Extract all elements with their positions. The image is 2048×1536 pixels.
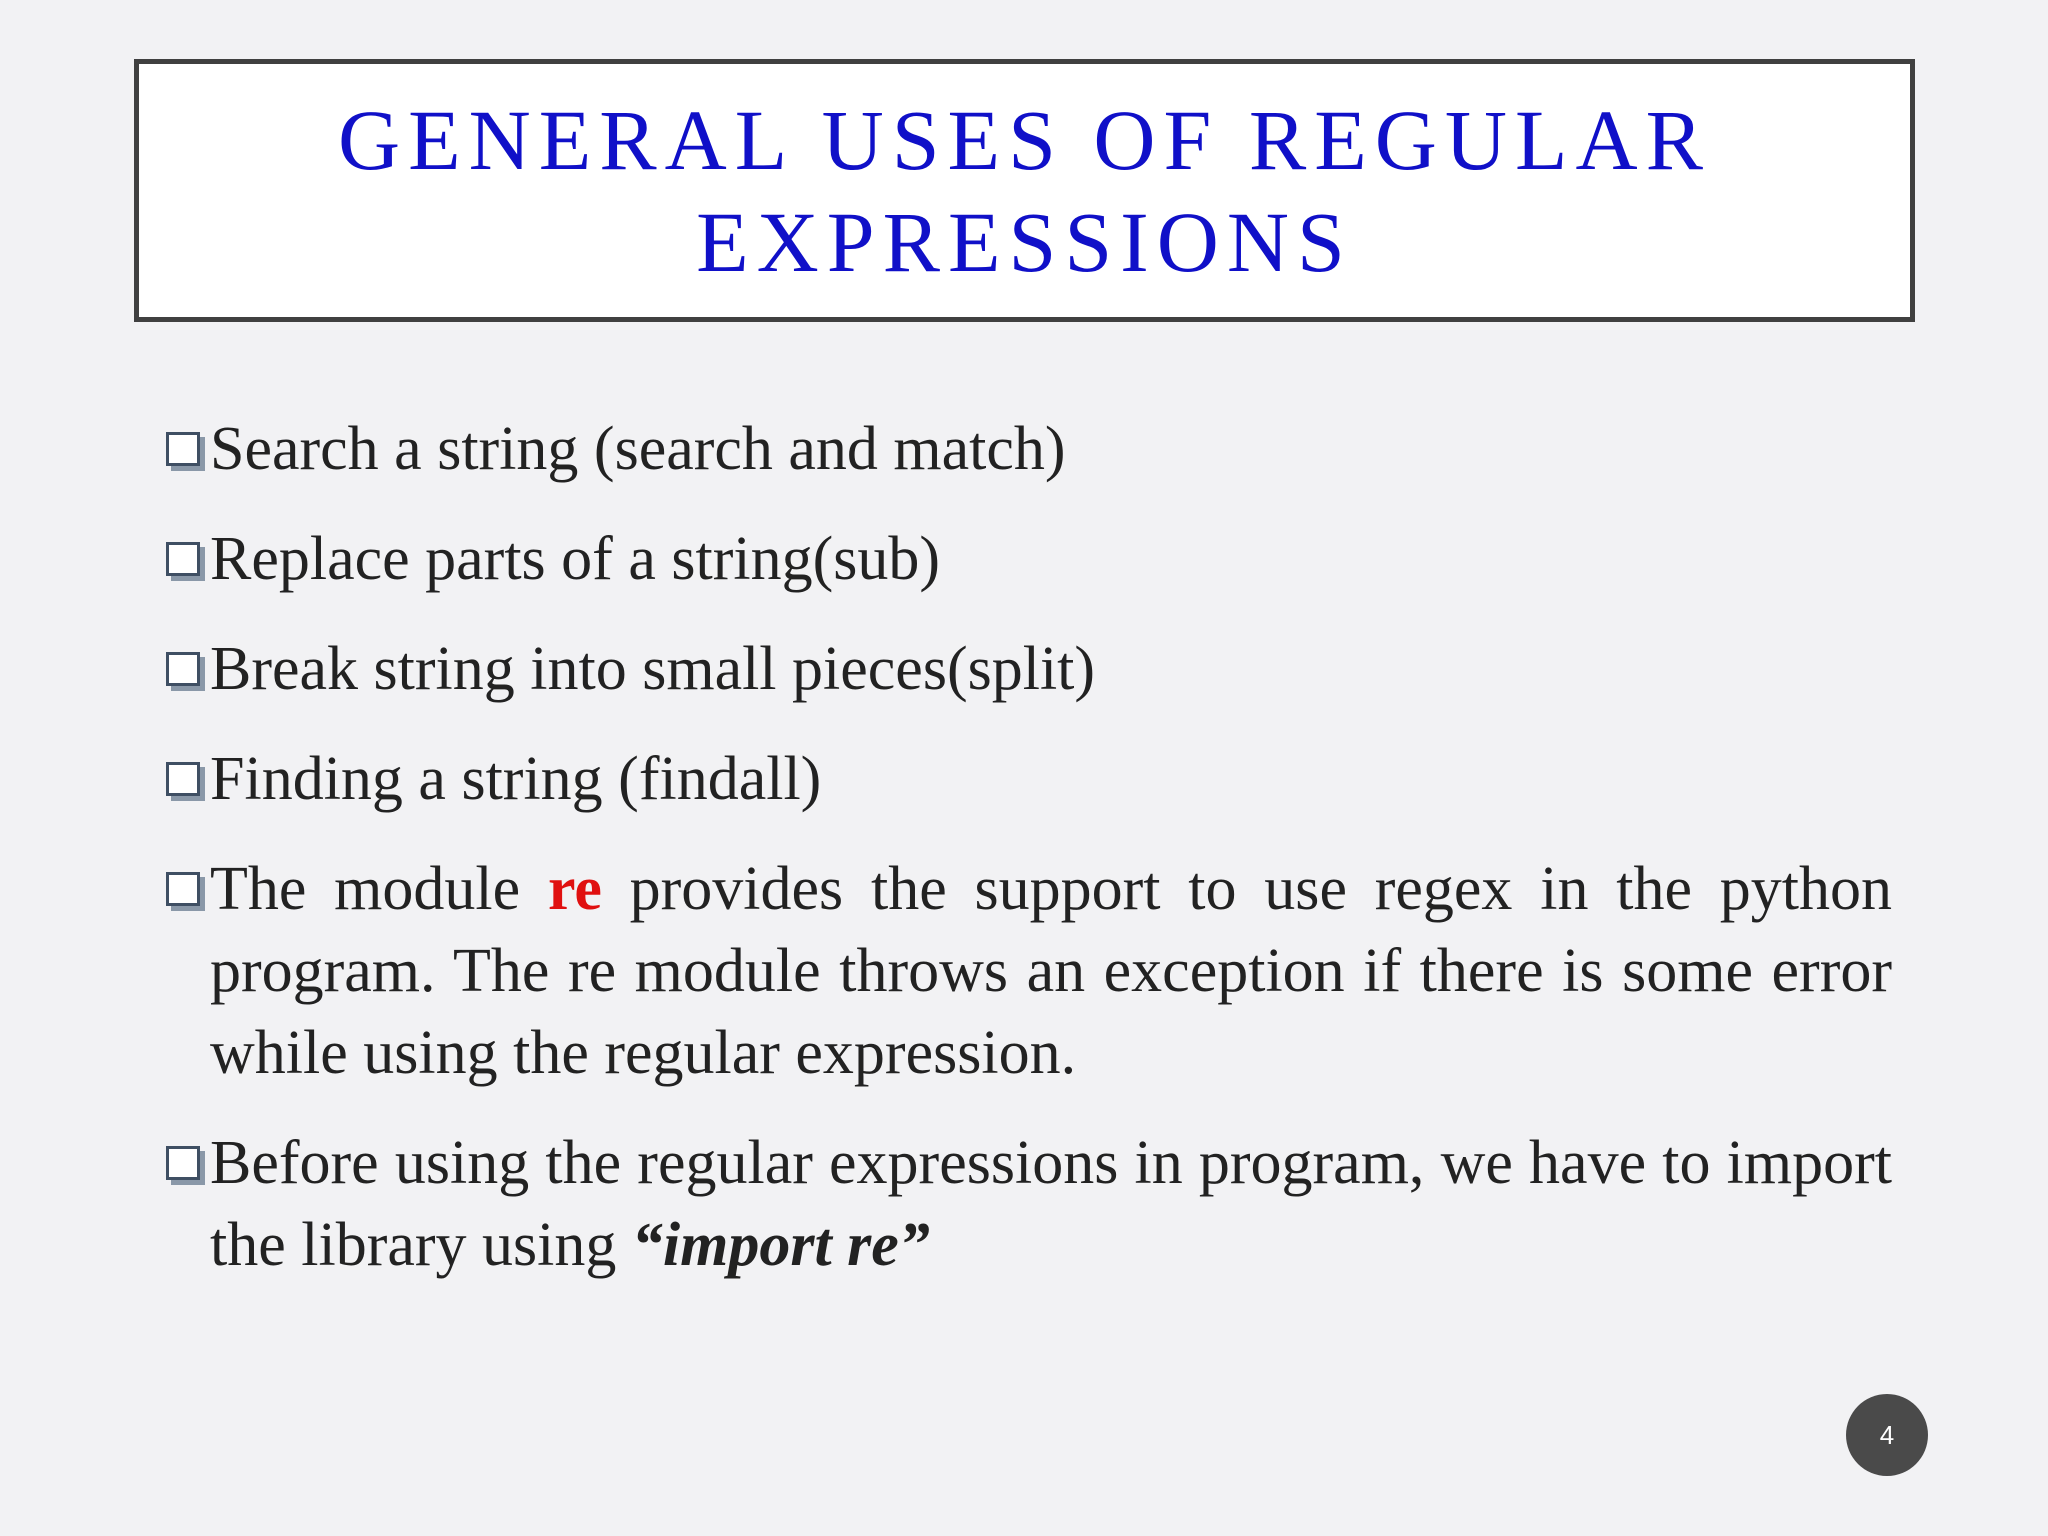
slide-title-line-1: GENERAL USES OF REGULAR — [338, 91, 1711, 188]
bullet-item — [162, 738, 1892, 820]
title-box — [134, 59, 1915, 322]
re-module-keyword: re — [547, 855, 602, 923]
bullet-item — [162, 628, 1892, 710]
checkbox-bullet-icon — [166, 432, 200, 466]
bullet-text: Search a string (search and match) — [210, 415, 1066, 483]
bullet-text-before: The module — [210, 855, 548, 923]
bullet-text-after: provides the support to use regex in the python program. The re module throws an exception if there is some error while using the regular expression. — [210, 855, 1892, 1087]
bullet-list — [162, 408, 1892, 1314]
page-number-badge: 4 — [1846, 1394, 1928, 1476]
checkbox-bullet-icon — [166, 652, 200, 686]
bullet-text: Finding a string (findall) — [210, 745, 822, 813]
bullet-item — [162, 518, 1892, 600]
bullet-item — [162, 1122, 1892, 1286]
bullet-item — [162, 848, 1892, 1094]
bullet-text: Break string into small pieces(split) — [210, 635, 1096, 703]
bullet-text: Replace parts of a string(sub) — [210, 525, 940, 593]
bullet-item — [162, 408, 1892, 490]
checkbox-bullet-icon — [166, 1146, 200, 1180]
bullet-text-before: Before using the regular expressions in program, we have to import the library using — [210, 1129, 1892, 1279]
checkbox-bullet-icon — [166, 542, 200, 576]
checkbox-bullet-icon — [166, 762, 200, 796]
import-statement: “import re” — [631, 1211, 930, 1279]
slide-title-line-2: EXPRESSIONS — [696, 193, 1353, 290]
checkbox-bullet-icon — [166, 872, 200, 906]
